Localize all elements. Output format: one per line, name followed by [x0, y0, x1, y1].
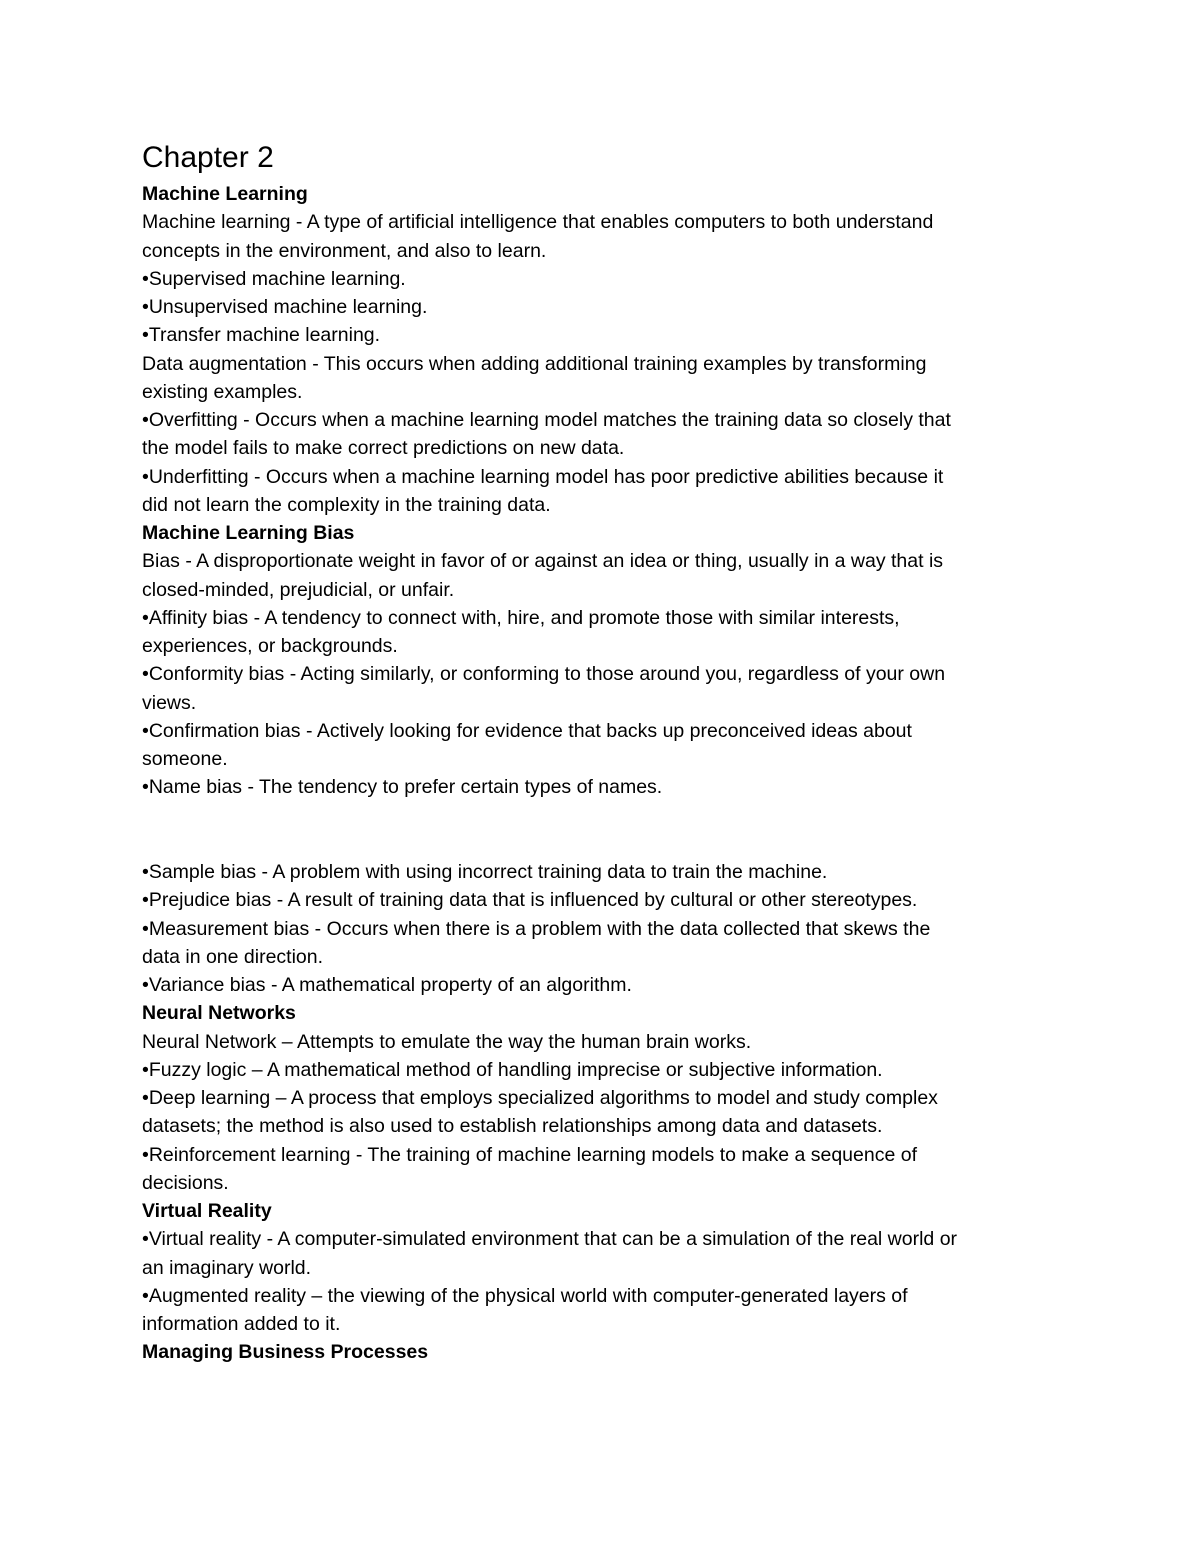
list-item: •Conformity bias - Acting similarly, or conforming to those around you, regardless of your own [142, 663, 946, 686]
list-item: •Affinity bias - A tendency to connect with, hire, and promote those with similar interests, [142, 606, 900, 629]
text-line: concepts in the environment, and also to learn. [142, 239, 547, 262]
text-line: closed-minded, prejudicial, or unfair. [142, 578, 455, 601]
text-line: someone. [142, 748, 228, 770]
text-line: views. [142, 691, 197, 714]
list-item: •Sample bias - A problem with using incorrect training data to train the machine. [142, 861, 828, 883]
text-line: Bias - A disproportionate weight in favor of or against an idea or thing, usually in a way that is [142, 550, 944, 573]
text-line: Machine learning - A type of artificial intelligence that enables computers to both understand [142, 211, 934, 234]
text-line: did not learn the complexity in the training data. [142, 493, 551, 516]
text-line: existing examples. [142, 380, 303, 403]
list-item: •Deep learning – A process that employs specialized algorithms to model and study complex [142, 1087, 938, 1109]
blank-space [142, 802, 1057, 859]
text-line: an imaginary world. [142, 1256, 312, 1279]
list-item: •Reinforcement learning - The training of machine learning models to make a sequence of [142, 1143, 917, 1166]
chapter-title: Chapter 2 [142, 141, 274, 174]
text-line: experiences, or backgrounds. [142, 635, 398, 657]
list-item: •Measurement bias - Occurs when there is a problem with the data collected that skews the [142, 917, 931, 940]
list-item: •Variance bias - A mathematical property of an algorithm. [142, 974, 632, 996]
section-managing-business-processes [142, 1338, 1057, 1366]
section-virtual-reality [142, 1197, 1057, 1338]
list-item: •Fuzzy logic – A mathematical method of handling imprecise or subjective information. [142, 1058, 883, 1081]
text-line: Neural Network – Attempts to emulate the way the human brain works. [142, 1030, 752, 1053]
text-line: datasets; the method is also used to establish relationships among data and datasets. [142, 1115, 883, 1138]
section-heading: Virtual Reality [142, 1200, 272, 1222]
list-item: •Supervised machine learning. [142, 267, 406, 290]
list-item: •Underfitting - Occurs when a machine learning model has poor predictive abilities because it [142, 465, 944, 488]
section-heading: Managing Business Processes [142, 1341, 429, 1364]
text-line: the model fails to make correct predictions on new data. [142, 437, 625, 460]
section-machine-learning-bias [142, 519, 1057, 999]
document-content [142, 138, 1057, 1367]
text-line: decisions. [142, 1171, 229, 1194]
list-item: •Augmented reality – the viewing of the physical world with computer-generated layers of [142, 1284, 908, 1307]
section-neural-networks [142, 999, 1057, 1197]
list-item: •Prejudice bias - A result of training data that is influenced by cultural or other stereotypes. [142, 889, 918, 912]
list-item: •Name bias - The tendency to prefer certain types of names. [142, 776, 663, 799]
list-item: •Virtual reality - A computer-simulated environment that can be a simulation of the real world or [142, 1228, 958, 1251]
text-line: data in one direction. [142, 945, 324, 968]
text-line: Data augmentation - This occurs when adding additional training examples by transforming [142, 352, 927, 375]
list-item: •Confirmation bias - Actively looking for evidence that backs up preconceived ideas about [142, 719, 912, 742]
section-heading: Machine Learning Bias [142, 522, 355, 544]
list-item: •Overfitting - Occurs when a machine learning model matches the training data so closely that [142, 409, 951, 431]
list-item: •Transfer machine learning. [142, 324, 381, 347]
section-heading: Machine Learning [142, 183, 308, 205]
text-line: information added to it. [142, 1313, 341, 1335]
section-heading: Neural Networks [142, 1002, 296, 1025]
list-item: •Unsupervised machine learning. [142, 296, 428, 318]
section-machine-learning [142, 180, 1057, 519]
